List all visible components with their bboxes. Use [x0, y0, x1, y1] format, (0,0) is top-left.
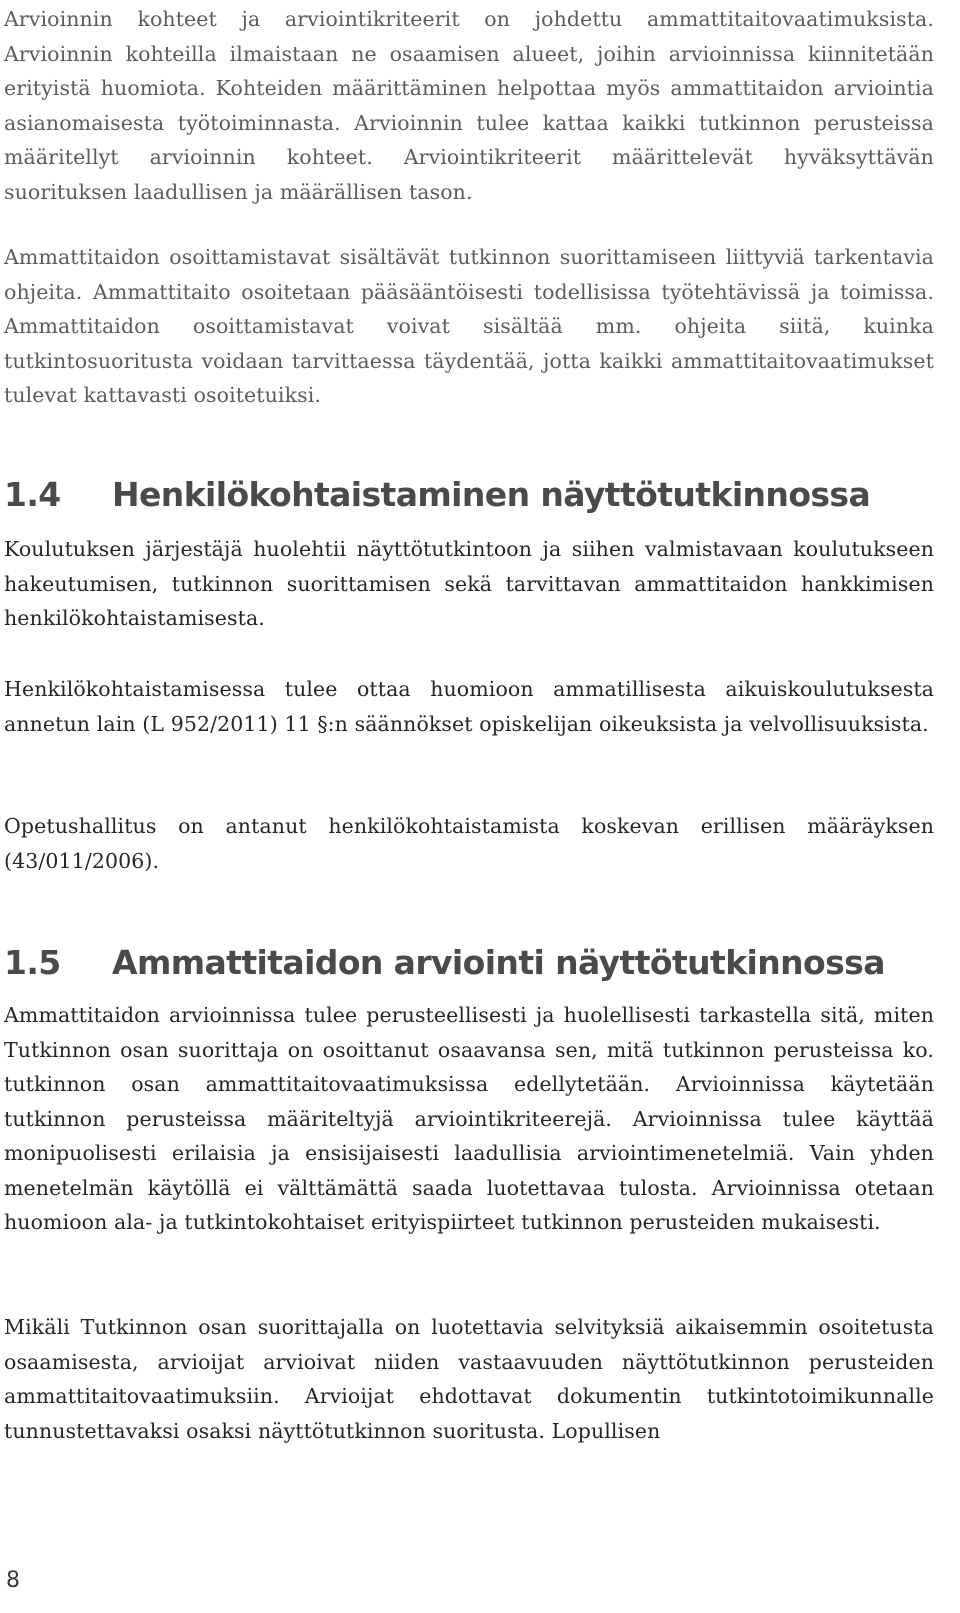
paragraph-demonstration-methods: Ammattitaidon osoittamistavat sisältävät tutkinnon suorittamiseen liittyviä tarkentavia ohjeita. Ammattitaito osoitetaan pääsääntöisesti todellisissa työtehtävissä ja toimissa. Ammattitaidon osoittamistavat voivat sisältää mm. ohjeita siitä, kuinka tutkintosuoritusta voidaan tarvittaessa täydentää, jotta kaikki ammattitaitovaatimukset tulevat kattavasti osoitetuiksi.	[4, 245, 934, 407]
section-number: 1.4	[4, 475, 61, 514]
paragraph-personalisation-3: Opetushallitus on antanut henkilökohtaistamista koskevan erillisen määräyksen (43/011/2006).	[4, 814, 934, 873]
paragraph-personalisation-2: Henkilökohtaistamisessa tulee ottaa huomioon ammatillisesta aikuiskoulutuksesta annetun lain (L 952/2011) 11 §:n säännökset opiskelijan oikeuksista ja velvollisuuksista.	[4, 677, 934, 736]
section-title: Ammattitaidon arviointi näyttötutkinnossa	[112, 943, 885, 982]
section-title: Henkilökohtaistaminen näyttötutkinnossa	[112, 475, 871, 514]
section-number: 1.5	[4, 943, 61, 982]
section-heading-1-5	[4, 943, 934, 982]
paragraph-assessment-targets: Arvioinnin kohteet ja arviointikriteerit on johdettu ammattitaitovaatimuksista. Arvioinnin kohteilla ilmaistaan ne osaamisen alueet, joihin arvioinnissa kiinnitetään erityistä huomiota. Kohteiden määrittäminen helpottaa myös ammattitaidon arviointia asianomaisesta työtoiminnasta. Arvioinnin tulee kattaa kaikki tutkinnon perusteissa määritellyt arvioinnin kohteet. Arviointikriteerit määrittelevät hyväksyttävän suorituksen laadullisen ja määrällisen tason.	[4, 7, 934, 204]
page-number: 8	[6, 1568, 20, 1593]
paragraph-assessment-2: Mikäli Tutkinnon osan suorittajalla on luotettavia selvityksiä aikaisemmin osoitetusta osaamisesta, arvioijat arvioivat niiden vastaavuuden näyttötutkinnon perusteiden ammattitaitovaatimuksiin. Arvioijat ehdottavat dokumentin tutkintotoimikunnalle tunnustettavaksi osaksi näyttötutkinnon suoritusta. Lopullisen	[4, 1315, 934, 1443]
paragraph-assessment-1: Ammattitaidon arvioinnissa tulee perusteellisesti ja huolellisesti tarkastella sitä, miten Tutkinnon osan suorittaja on osoittanut osaavansa sen, mitä tutkinnon perusteissa ko. tutkinnon osan ammattitaitovaatimuksissa edellytetään. Arvioinnissa käytetään tutkinnon perusteissa määriteltyjä arviointikriteerejä. Arvioinnissa tulee käyttää monipuolisesti erilaisia ja ensisijaisesti laadullisia arviointimenetelmiä. Vain yhden menetelmän käytöllä ei välttämättä saada luotettavaa tulosta. Arvioinnissa otetaan huomioon ala- ja tutkintokohtaiset erityispiirteet tutkinnon perusteiden mukaisesti.	[4, 1003, 934, 1234]
section-heading-1-4	[4, 475, 934, 514]
paragraph-personalisation-1: Koulutuksen järjestäjä huolehtii näyttötutkintoon ja siihen valmistavaan koulutukseen hakeutumisen, tutkinnon suorittamisen sekä tarvittavan ammattitaidon hankkimisen henkilökohtaistamisesta.	[4, 537, 934, 630]
